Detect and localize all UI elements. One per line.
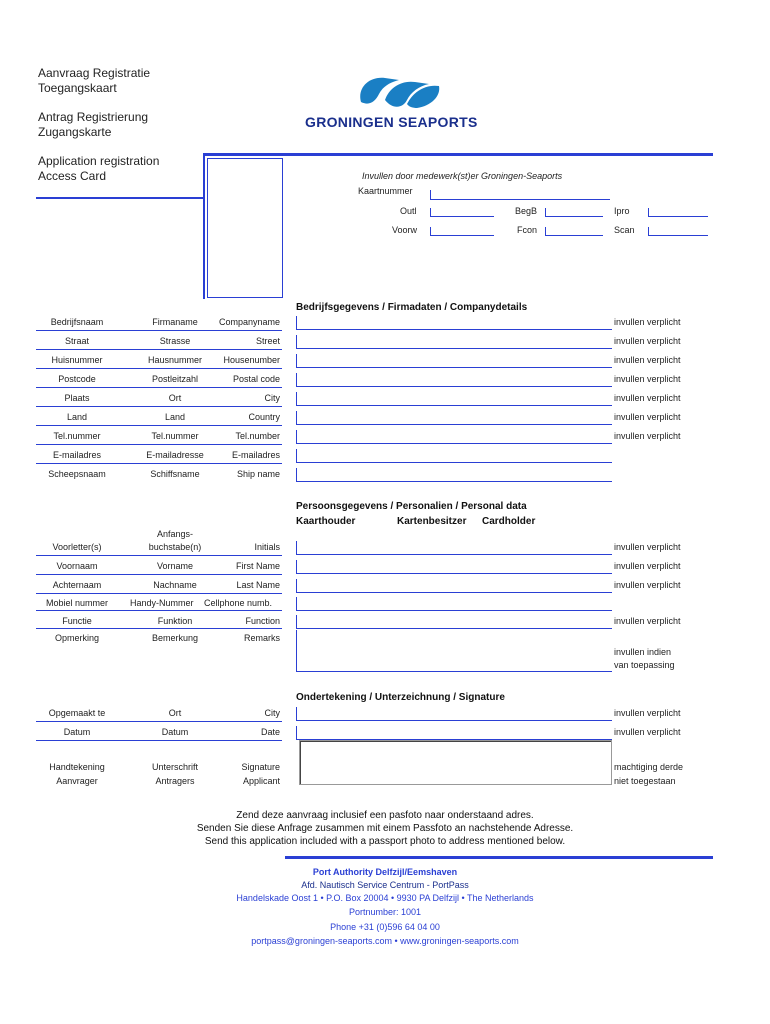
signature-label-nl: Opgemaakt te [48, 708, 106, 718]
begb-label: BegB [515, 206, 538, 216]
title-nl [38, 66, 150, 96]
required-note: invullen verplicht [614, 708, 681, 718]
scan-label: Scan [614, 225, 635, 235]
kaartnummer-field[interactable] [430, 190, 610, 200]
personal-heading: Persoonsgegevens / Personalien / Personal data [296, 501, 527, 512]
personal-label-de: Vorname [156, 561, 194, 571]
divider [36, 593, 282, 594]
footer-rule [285, 856, 713, 859]
footer-contact[interactable]: portpass@groningen-seaports.com • www.groningen-seaports.com [251, 936, 519, 946]
required-note: invullen verplicht [614, 393, 681, 403]
sign-label-nl-2: Aanvrager [56, 776, 98, 786]
sign-label-nl [22, 760, 132, 788]
phone-field[interactable] [296, 430, 612, 444]
footer-phone: Phone +31 (0)596 64 04 00 [330, 922, 440, 932]
personal-label-en: Initials [254, 542, 280, 552]
logo-text: GRONINGEN SEAPORTS [305, 114, 478, 130]
divider [36, 349, 282, 350]
signature-label-de: Ort [168, 708, 182, 718]
instructions [0, 809, 770, 848]
company-label-en: Companyname [218, 317, 280, 327]
sign-label-en-1: Signature [241, 762, 280, 772]
country-field[interactable] [296, 411, 612, 425]
outl-label: Outl [400, 206, 417, 216]
ipro-field[interactable] [648, 208, 708, 217]
last-name-field[interactable] [296, 579, 612, 593]
voorw-field[interactable] [430, 227, 494, 236]
required-note: invullen verplicht [614, 412, 681, 422]
company-label-en: Country [248, 412, 280, 422]
divider [36, 740, 282, 741]
divider [36, 610, 282, 611]
top-rule [205, 153, 713, 156]
divider [36, 628, 282, 629]
personal-sub-nl: Kaarthouder [296, 516, 356, 527]
required-note: invullen verplicht [614, 616, 681, 626]
company-label-en: Housenumber [223, 355, 280, 365]
company-label-en: Street [255, 336, 280, 346]
signature-label-en: Date [260, 727, 280, 737]
voorw-label: Voorw [392, 225, 418, 235]
personal-label-nl: Functie [62, 616, 92, 626]
company-label-nl: Bedrijfsnaam [50, 317, 104, 327]
sign-label-de-2: Antragers [155, 776, 195, 786]
company-label-de: Tel.nummer [151, 431, 199, 441]
remarks-field[interactable] [296, 630, 612, 672]
signature-required-note-1: machtiging derde [614, 762, 684, 772]
required-note: invullen verplicht [614, 336, 681, 346]
signature-required-note-2: niet toegestaan [614, 776, 676, 786]
company-label-en: Tel.number [235, 431, 280, 441]
title-de-line1: Antrag Registrierung [38, 110, 149, 124]
signature-required-note [614, 760, 683, 788]
initials-field[interactable] [296, 541, 612, 555]
date-field[interactable] [296, 726, 612, 740]
sign-label-nl-1: Handtekening [49, 762, 105, 772]
remarks-required-note-1: invullen indien [614, 647, 672, 657]
title-en-line1: Application registration [38, 154, 160, 168]
city-field[interactable] [296, 392, 612, 406]
title-en-line2: Access Card [38, 169, 107, 183]
signature-heading: Ondertekening / Unterzeichnung / Signature [296, 692, 505, 703]
companyname-field[interactable] [296, 316, 612, 330]
fcon-label: Fcon [517, 225, 538, 235]
first-name-field[interactable] [296, 560, 612, 574]
signature-field[interactable] [299, 740, 612, 785]
instructions-en: Send this application included with a passport photo to address mentioned below. [204, 836, 566, 847]
personal-label-en: Function [245, 616, 280, 626]
photo-box[interactable] [207, 158, 283, 298]
divider [36, 387, 282, 388]
personal-label-de: Handy-Nummer [130, 598, 194, 608]
required-note: invullen verplicht [614, 561, 681, 571]
scan-field[interactable] [648, 227, 708, 236]
company-label-nl: Postcode [58, 374, 96, 384]
company-label-de: Strasse [159, 336, 191, 346]
email-field[interactable] [296, 449, 612, 463]
outl-field[interactable] [430, 208, 494, 217]
company-label-de: Postleitzahl [151, 374, 199, 384]
street-field[interactable] [296, 335, 612, 349]
title-underline [36, 197, 204, 199]
company-label-nl: Straat [64, 336, 89, 346]
remarks-required-note-2: van toepassing [614, 660, 675, 670]
company-label-en: E-mailadres [231, 450, 280, 460]
required-note: invullen verplicht [614, 727, 681, 737]
company-label-nl: Scheepsnaam [48, 469, 106, 479]
personal-sub-en: Cardholder [482, 516, 536, 527]
title-nl-line2: Toegangskaart [38, 81, 117, 95]
fcon-field[interactable] [545, 227, 603, 236]
footer-org: Port Authority Delfzijl/Eemshaven [312, 867, 458, 877]
personal-label-de: Nachname [153, 580, 197, 590]
divider [36, 425, 282, 426]
begb-field[interactable] [545, 208, 603, 217]
personal-label-nl: Voorletter(s) [52, 542, 102, 552]
personal-label-en: Cellphone numb. [204, 598, 273, 608]
function-field[interactable] [296, 615, 612, 629]
company-label-de: Hausnummer [147, 355, 203, 365]
title-de [38, 110, 148, 140]
divider [36, 721, 282, 722]
required-note: invullen verplicht [614, 374, 681, 384]
housenumber-field[interactable] [296, 354, 612, 368]
shipname-field[interactable] [296, 468, 612, 482]
company-label-en: Ship name [236, 469, 280, 479]
personal-label-en: First Name [235, 561, 280, 571]
company-label-en: Postal code [232, 374, 280, 384]
title-nl-line1: Aanvraag Registratie [38, 66, 151, 80]
company-label-nl: Land [66, 412, 88, 422]
company-label-nl: E-mailadres [52, 450, 101, 460]
mobile-field[interactable] [296, 597, 612, 611]
company-label-en: City [264, 393, 280, 403]
personal-label-de: Bemerkung [151, 633, 199, 643]
personal-sub-de: Kartenbesitzer [397, 516, 467, 527]
required-note: invullen verplicht [614, 431, 681, 441]
personal-label-en: Last Name [236, 580, 280, 590]
personal-label-de: Funktion [157, 616, 193, 626]
personal-label-nl: Voornaam [56, 561, 98, 571]
signature-label-en: City [264, 708, 280, 718]
personal-label-de: buchstabe(n) [148, 542, 202, 552]
personal-label-en: Remarks [243, 633, 280, 643]
divider [36, 330, 282, 331]
divider [36, 555, 282, 556]
title-de-line2: Zugangskarte [38, 125, 112, 139]
divider [36, 406, 282, 407]
signature-label-de: Datum [161, 727, 189, 737]
company-label-de: Ort [168, 393, 182, 403]
staff-heading: Invullen door medewerk(st)er Groningen-Seaports [362, 171, 563, 181]
instructions-nl: Zend deze aanvraag inclusief een pasfoto naar onderstaand adres. [236, 810, 534, 821]
signature-label-nl: Datum [63, 727, 91, 737]
signed-city-field[interactable] [296, 707, 612, 721]
company-heading: Bedrijfsgegevens / Firmadaten / Companydetails [296, 302, 528, 313]
initials-label-de-top: Anfangs- [156, 529, 194, 539]
personal-label-nl: Achternaam [52, 580, 102, 590]
personal-label-nl: Mobiel nummer [45, 598, 109, 608]
company-label-de: Schiffsname [150, 469, 200, 479]
title-en [38, 154, 159, 184]
required-note: invullen verplicht [614, 580, 681, 590]
divider [36, 463, 282, 464]
footer-dept: Afd. Nautisch Service Centrum - PortPass [301, 880, 469, 890]
company-label-de: E-mailadresse [146, 450, 204, 460]
footer-portnumber: Portnumber: 1001 [348, 907, 422, 917]
company-label-nl: Tel.nummer [53, 431, 101, 441]
personal-label-nl: Opmerking [54, 633, 99, 643]
sign-label-de-1: Unterschrift [151, 762, 198, 772]
divider [36, 368, 282, 369]
footer-address: Handelskade Oost 1 • P.O. Box 20004 • 9930 PA Delfzijl • The Netherlands [236, 893, 534, 903]
company-label-nl: Plaats [64, 393, 90, 403]
required-note: invullen verplicht [614, 355, 681, 365]
divider [36, 444, 282, 445]
sign-label-en-2: Applicant [242, 776, 280, 786]
kaartnummer-label: Kaartnummer [358, 186, 413, 196]
instructions-de: Senden Sie diese Anfrage zusammen mit einem Passfoto an nachstehende Adresse. [196, 823, 574, 834]
sign-label-en [190, 760, 280, 788]
required-note: invullen verplicht [614, 542, 681, 552]
required-note: invullen verplicht [614, 317, 681, 327]
seaports-logo-icon [355, 70, 445, 115]
divider [36, 574, 282, 575]
company-label-de: Land [164, 412, 186, 422]
ipro-label: Ipro [614, 206, 630, 216]
company-label-nl: Huisnummer [51, 355, 103, 365]
company-label-de: Firmaname [152, 317, 198, 327]
postal-code-field[interactable] [296, 373, 612, 387]
